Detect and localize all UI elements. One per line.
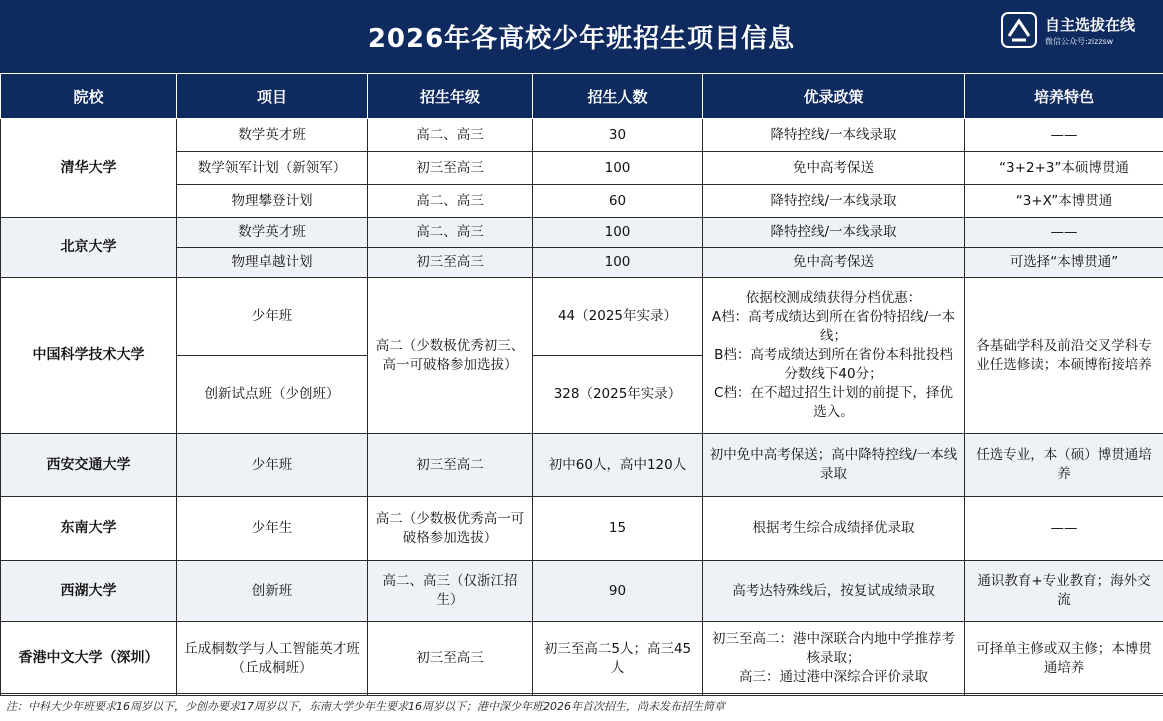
- feature-cell: ——: [965, 119, 1163, 152]
- project-cell: 数学领军计划（新领军）: [177, 152, 368, 185]
- programs-table: [0, 73, 1163, 696]
- count-cell: 44（2025年实录）: [533, 278, 703, 356]
- policy-cell: [703, 622, 965, 696]
- grade-cell: 初三至高二: [368, 434, 533, 497]
- grade-cell: 初三至高三: [368, 622, 533, 696]
- policy-cell: 高考达特殊线后，按复试成绩录取: [703, 561, 965, 622]
- feature-cell: 可择单主修或双主修；本博贯通培养: [965, 622, 1163, 696]
- project-cell: 丘成桐数学与人工智能英才班（丘成桐班）: [177, 622, 368, 696]
- feature-cell: “3+2+3”本硕博贯通: [965, 152, 1163, 185]
- school-cell: 清华大学: [1, 119, 177, 218]
- column-header: 项目: [177, 74, 368, 119]
- grade-cell: 高二、高三（仅浙江招生）: [368, 561, 533, 622]
- feature-cell: ——: [965, 218, 1163, 248]
- count-cell: 328（2025年实录）: [533, 356, 703, 434]
- footnote: 注：中科大少年班要求16周岁以下，少创办要求17周岁以下，东南大学少年生要求16周岁以下；港中深少年班2026年首次招生，尚未发布招生简章: [0, 693, 1163, 721]
- feature-cell: “3+X”本博贯通: [965, 185, 1163, 218]
- count-cell: 60: [533, 185, 703, 218]
- policy-cell: 降特控线/一本线录取: [703, 119, 965, 152]
- column-header: 培养特色: [965, 74, 1163, 119]
- policy-line: A档：高考成绩达到所在省份特招线/一本线；: [711, 309, 956, 344]
- policy-cell: 降特控线/一本线录取: [703, 185, 965, 218]
- project-cell: 数学英才班: [177, 119, 368, 152]
- project-cell: 物理卓越计划: [177, 248, 368, 278]
- column-header: 优录政策: [703, 74, 965, 119]
- policy-cell: 免中高考保送: [703, 152, 965, 185]
- count-cell: 100: [533, 218, 703, 248]
- table-row: [1, 622, 1163, 696]
- title-bar: [0, 0, 1163, 73]
- logo-subtitle: 微信公众号:zizzsw: [1045, 37, 1114, 46]
- table-row: [1, 434, 1163, 497]
- school-cell: 中国科学技术大学: [1, 278, 177, 434]
- feature-cell: 通识教育+专业教育；海外交流: [965, 561, 1163, 622]
- school-cell: 东南大学: [1, 497, 177, 561]
- school-cell: 北京大学: [1, 218, 177, 278]
- brand-logo: [1001, 10, 1151, 56]
- school-cell: 香港中文大学（深圳）: [1, 622, 177, 696]
- count-cell: 90: [533, 561, 703, 622]
- grade-cell: 初三至高三: [368, 152, 533, 185]
- table-row: [1, 561, 1163, 622]
- table-row: [1, 119, 1163, 152]
- column-header: 院校: [1, 74, 177, 119]
- project-cell: 少年班: [177, 278, 368, 356]
- count-cell: 100: [533, 152, 703, 185]
- policy-cell: 初中免中高考保送；高中降特控线/一本线录取: [703, 434, 965, 497]
- project-cell: 数学英才班: [177, 218, 368, 248]
- grade-cell: 高二（少数极优秀高一可破格参加选拔）: [368, 497, 533, 561]
- school-cell: 西安交通大学: [1, 434, 177, 497]
- count-cell: 初中60人，高中120人: [533, 434, 703, 497]
- grade-cell: 高二、高三: [368, 218, 533, 248]
- feature-cell: 任选专业，本（硕）博贯通培养: [965, 434, 1163, 497]
- project-cell: 少年班: [177, 434, 368, 497]
- table-header-row: [1, 74, 1163, 119]
- school-cell: 西湖大学: [1, 561, 177, 622]
- column-header: 招生人数: [533, 74, 703, 119]
- project-cell: 物理攀登计划: [177, 185, 368, 218]
- policy-cell: [703, 278, 965, 434]
- project-cell: 少年生: [177, 497, 368, 561]
- column-header: 招生年级: [368, 74, 533, 119]
- feature-cell: 可选择“本博贯通”: [965, 248, 1163, 278]
- policy-line: B档：高考成绩达到所在省份本科批投档分数线下40分；: [714, 347, 953, 382]
- table-row: [1, 278, 1163, 356]
- grade-cell: 初三至高三: [368, 248, 533, 278]
- count-cell: 100: [533, 248, 703, 278]
- policy-line: C档：在不超过招生计划的前提下，择优选入。: [714, 385, 953, 420]
- count-cell: 初三至高二5人；高三45人: [533, 622, 703, 696]
- feature-cell: ——: [965, 497, 1163, 561]
- logo-icon: [1001, 12, 1037, 48]
- count-cell: 15: [533, 497, 703, 561]
- grade-cell: 高二、高三: [368, 185, 533, 218]
- policy-line: 依据校测成绩获得分档优惠：: [745, 290, 922, 306]
- table-row: [1, 497, 1163, 561]
- table-row: [1, 218, 1163, 248]
- count-cell: 30: [533, 119, 703, 152]
- policy-cell: 免中高考保送: [703, 248, 965, 278]
- logo-name: 自主选拔在线: [1045, 16, 1136, 34]
- feature-cell: 各基础学科及前沿交叉学科专业任选修读；本硕博衔接培养: [965, 278, 1163, 434]
- policy-cell: 根据考生综合成绩择优录取: [703, 497, 965, 561]
- page-title: 2026年各高校少年班招生项目信息: [367, 24, 796, 54]
- policy-line: 初三至高二：港中深联合内地中学推荐考核录取；: [712, 631, 955, 666]
- project-cell: 创新试点班（少创班）: [177, 356, 368, 434]
- project-cell: 创新班: [177, 561, 368, 622]
- grade-cell: 高二（少数极优秀初三、高一可破格参加选拔）: [368, 278, 533, 434]
- grade-cell: 高二、高三: [368, 119, 533, 152]
- policy-line: 高三：通过港中深综合评价录取: [739, 669, 928, 685]
- policy-cell: 降特控线/一本线录取: [703, 218, 965, 248]
